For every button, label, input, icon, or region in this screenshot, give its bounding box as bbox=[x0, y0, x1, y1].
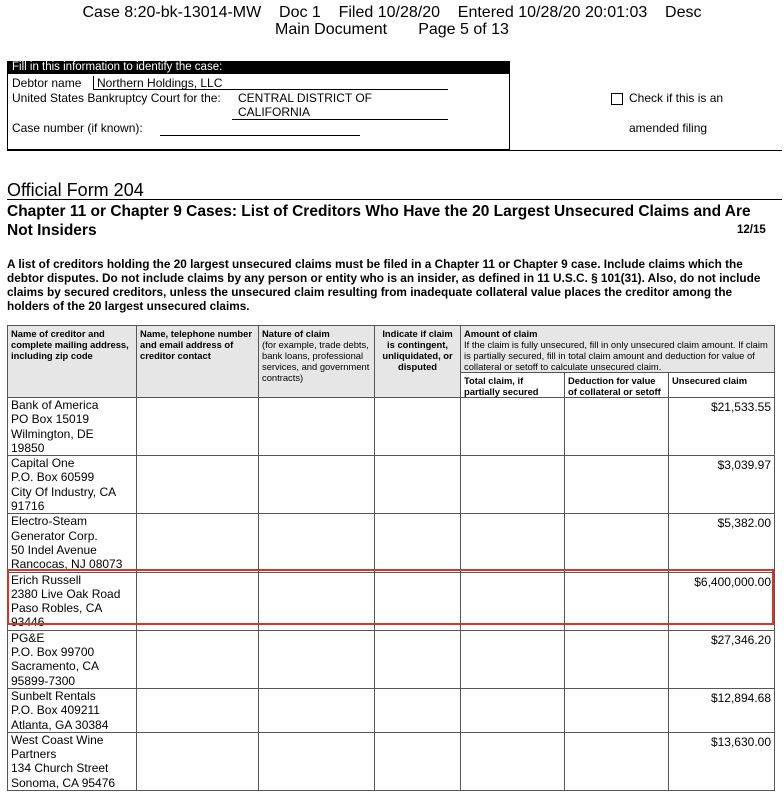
unsecured-claim-amount bbox=[669, 456, 775, 514]
deduction-cell bbox=[565, 572, 669, 630]
creditor-name-address-text: Electro-Steam Generator Corp. 50 Indel Avenue Rancocas, NJ 08073 bbox=[11, 514, 123, 572]
table-row bbox=[8, 398, 775, 456]
claim-indicator-cell bbox=[375, 514, 461, 572]
creditor-name-address bbox=[8, 688, 137, 732]
court-label: United States Bankruptcy Court for the: bbox=[12, 91, 221, 105]
unsecured-claim-amount-text: $21,533.55 bbox=[710, 400, 771, 414]
col-total-claim-header: Total claim, if partially secured bbox=[461, 373, 565, 398]
creditor-name-address-text: Sunbelt Rentals P.O. Box 409211 Atlanta, GA 30384 bbox=[11, 688, 109, 732]
unsecured-claim-amount-text: $27,346.20 bbox=[710, 632, 771, 647]
claim-indicator-cell bbox=[375, 732, 461, 790]
table-row bbox=[8, 572, 775, 630]
section-divider bbox=[7, 150, 782, 151]
case-header-page: Main Document Page 5 of 13 bbox=[275, 21, 509, 38]
col-indicator-header: Indicate if claim is contingent, unliquidated, or disputed bbox=[375, 326, 461, 398]
unsecured-claim-amount bbox=[669, 514, 775, 572]
total-claim-cell bbox=[461, 456, 565, 514]
claim-indicator-cell bbox=[375, 572, 461, 630]
case-number-field[interactable] bbox=[160, 134, 360, 136]
col-amount-note: If the claim is fully unsecured, fill in only unsecured claim amount. If claim is partially secured, fill in total claim amount and deduction for value of collateral or setoff to calculate unsecured claim. bbox=[464, 339, 768, 372]
creditor-name-address bbox=[8, 456, 137, 514]
creditor-contact-cell bbox=[137, 688, 259, 732]
table-row bbox=[8, 514, 775, 572]
total-claim-cell bbox=[461, 630, 565, 688]
creditor-name-address-text: West Coast Wine Partners 134 Church Street Sonoma, CA 95476 bbox=[11, 732, 116, 790]
total-claim-cell bbox=[461, 572, 565, 630]
form-title: Chapter 11 or Chapter 9 Cases: List of Creditors Who Have the 20 Largest Unsecured Claims and Are Not Insiders bbox=[7, 203, 751, 239]
claim-indicator-cell bbox=[375, 688, 461, 732]
unsecured-claim-amount-text: $5,382.00 bbox=[717, 516, 771, 531]
nature-of-claim-cell bbox=[259, 398, 375, 456]
creditor-name-address bbox=[8, 732, 137, 790]
nature-of-claim-cell bbox=[259, 456, 375, 514]
deduction-cell bbox=[565, 514, 669, 572]
creditor-name-address-text: Erich Russell 2380 Live Oak Road Paso Robles, CA 93446 bbox=[11, 572, 121, 630]
creditor-name-address-text: Bank of America PO Box 15019 Wilmington, DE 19850 bbox=[11, 398, 99, 455]
total-claim-cell bbox=[461, 688, 565, 732]
unsecured-claim-amount bbox=[669, 688, 775, 732]
table-row bbox=[8, 732, 775, 790]
creditor-contact-cell bbox=[137, 456, 259, 514]
unsecured-claim-amount bbox=[669, 398, 775, 456]
claim-indicator-cell bbox=[375, 630, 461, 688]
amended-label-line1: Check if this is an bbox=[629, 91, 724, 105]
deduction-cell bbox=[565, 630, 669, 688]
case-header-line: Case 8:20-bk-13014-MW Doc 1 Filed 10/28/20 Entered 10/28/20 20:01:03 Desc bbox=[82, 4, 702, 21]
nature-of-claim-cell bbox=[259, 514, 375, 572]
col-deduction-header: Deduction for value of collateral or setoff bbox=[565, 373, 669, 398]
creditor-contact-cell bbox=[137, 630, 259, 688]
claim-indicator-cell bbox=[375, 456, 461, 514]
form-instructions: A list of creditors holding the 20 largest unsecured claims must be filed in a Chapter 11 or Chapter 9 case. Include claims which the debtor disputes. Do not include claims by any person or entity who is an insider, as defined in 11 U.S.C. § 101(31). Also, do not include claims by secured creditors, unless the unsecured claim resulting from inadequate collateral value places the creditor among the holders of the 20 largest unsecured claims. bbox=[7, 257, 761, 313]
col-unsecured-header: Unsecured claim bbox=[669, 373, 775, 398]
claim-indicator-cell bbox=[375, 398, 461, 456]
total-claim-cell bbox=[461, 398, 565, 456]
nature-of-claim-cell bbox=[259, 688, 375, 732]
total-claim-cell bbox=[461, 514, 565, 572]
creditor-contact-cell bbox=[137, 398, 259, 456]
creditor-name-address bbox=[8, 514, 137, 572]
col-contact-header: Name, telephone number and email address of creditor contact bbox=[137, 326, 259, 398]
deduction-cell bbox=[565, 398, 669, 456]
nature-of-claim-cell bbox=[259, 732, 375, 790]
nature-of-claim-cell bbox=[259, 630, 375, 688]
col-amount-title: Amount of claim bbox=[464, 328, 538, 339]
deduction-cell bbox=[565, 456, 669, 514]
creditor-name-address-text: Capital One P.O. Box 60599 City Of Industry, CA 91716 bbox=[11, 456, 117, 514]
unsecured-claim-amount-text: $12,894.68 bbox=[710, 690, 771, 705]
deduction-cell bbox=[565, 688, 669, 732]
amended-filing-checkbox[interactable] bbox=[611, 93, 623, 105]
creditors-table bbox=[7, 325, 775, 791]
creditor-contact-cell bbox=[137, 732, 259, 790]
col-creditor-header: Name of creditor and complete mailing address, including zip code bbox=[8, 326, 137, 398]
creditor-name-address bbox=[8, 398, 137, 456]
creditor-name-address bbox=[8, 630, 137, 688]
unsecured-claim-amount-text: $13,630.00 bbox=[710, 734, 771, 749]
creditor-contact-cell bbox=[137, 514, 259, 572]
form-revision-date: 12/15 bbox=[737, 224, 766, 236]
table-row bbox=[8, 630, 775, 688]
case-info-box-title: Fill in this information to identify the case: bbox=[7, 61, 510, 74]
unsecured-claim-amount bbox=[669, 630, 775, 688]
debtor-name-label: Debtor name bbox=[12, 76, 82, 90]
col-nature-title: Nature of claim bbox=[262, 328, 330, 339]
unsecured-claim-amount bbox=[669, 732, 775, 790]
total-claim-cell bbox=[461, 732, 565, 790]
unsecured-claim-amount-text: $6,400,000.00 bbox=[694, 574, 771, 589]
case-number-label: Case number (if known): bbox=[12, 121, 143, 135]
col-nature-header bbox=[259, 326, 375, 398]
deduction-cell bbox=[565, 732, 669, 790]
form-title-rule bbox=[7, 199, 782, 200]
creditor-contact-cell bbox=[137, 572, 259, 630]
nature-of-claim-cell bbox=[259, 572, 375, 630]
form-name: Official Form 204 bbox=[7, 180, 144, 200]
unsecured-claim-amount bbox=[669, 572, 775, 630]
creditor-name-address-text: PG&E P.O. Box 99700 Sacramento, CA 95899-7300 bbox=[11, 630, 100, 688]
col-amount-header bbox=[461, 326, 775, 373]
unsecured-claim-amount-text: $3,039.97 bbox=[717, 458, 771, 473]
creditor-name-address bbox=[8, 572, 137, 630]
table-row bbox=[8, 456, 775, 514]
debtor-name-field[interactable]: Northern Holdings, LLC bbox=[93, 76, 448, 90]
col-nature-note: (for example, trade debts, bank loans, professional services, and government contracts) bbox=[262, 339, 370, 383]
court-value-line2[interactable]: CALIFORNIA bbox=[232, 105, 448, 120]
table-row bbox=[8, 688, 775, 732]
court-value-line1: CENTRAL DISTRICT OF bbox=[238, 91, 373, 105]
amended-label-line2: amended filing bbox=[629, 121, 708, 135]
